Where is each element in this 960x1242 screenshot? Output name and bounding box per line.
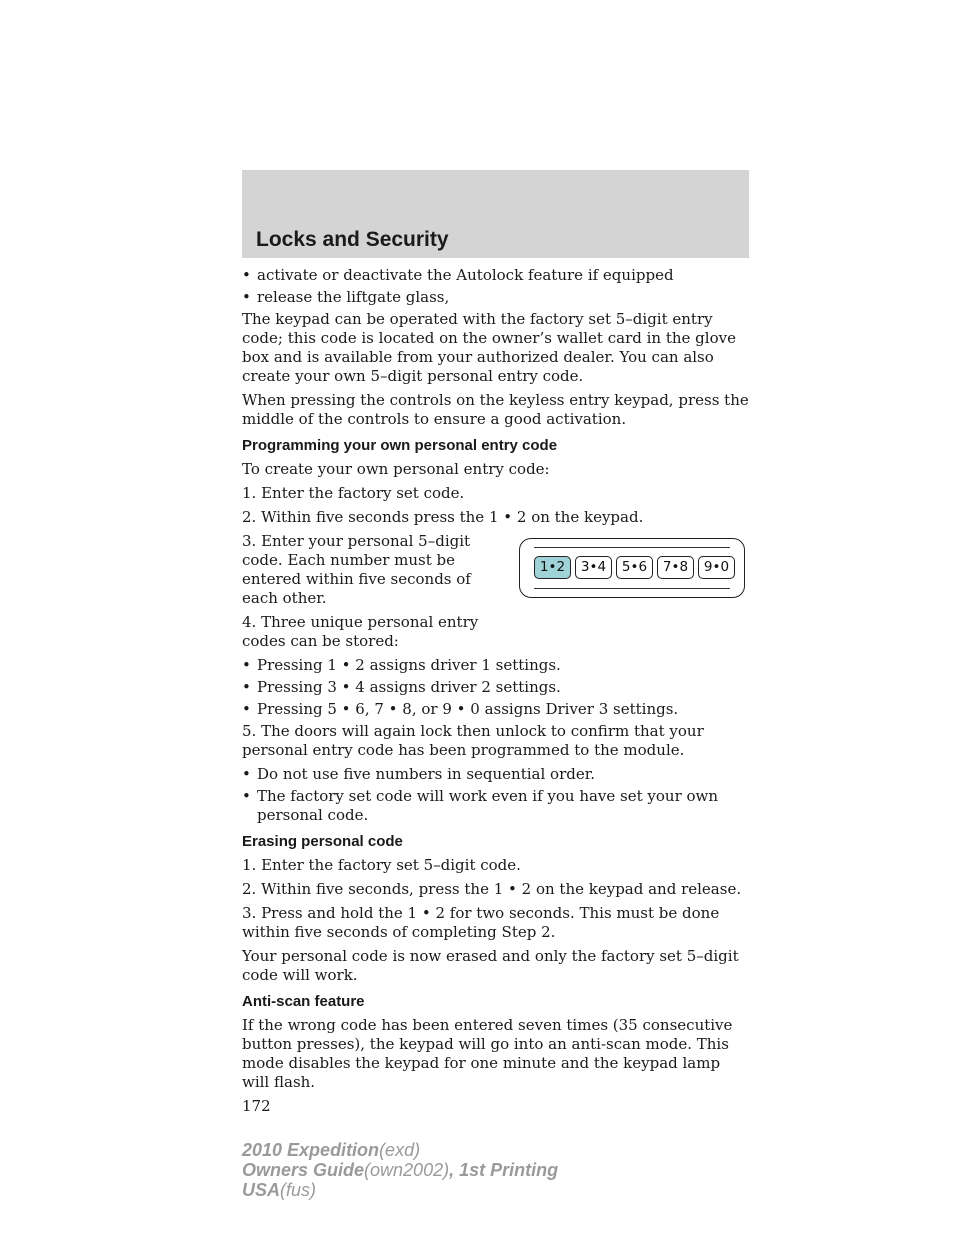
footer-line-2: Owners Guide(own2002), 1st Printing <box>242 1160 559 1180</box>
step: 3. Press and hold the 1 • 2 for two seconds. This must be done within five seconds of completing Step 2. <box>242 904 720 941</box>
bullet-icon: • <box>242 656 251 674</box>
keypad-key-3-4: 3•4 <box>575 556 612 579</box>
bullet-icon: • <box>242 765 251 783</box>
step: 2. Within five seconds press the 1 • 2 on the keypad. <box>242 508 644 526</box>
section-title: Locks and Security <box>256 228 449 251</box>
footer-line-1: 2010 Expedition(exd) <box>242 1140 421 1160</box>
list-item: • Pressing 1 • 2 assigns driver 1 settings. <box>242 656 561 674</box>
paragraph: Your personal code is now erased and only the factory set 5–digit code will work. <box>242 947 739 984</box>
step: 2. Within five seconds, press the 1 • 2 on the keypad and release. <box>242 880 742 898</box>
keypad-key-9-0: 9•0 <box>698 556 735 579</box>
step: 1. Enter the factory set code. <box>242 484 465 502</box>
keypad-key-7-8: 7•8 <box>657 556 694 579</box>
erasing-heading: Erasing personal code <box>242 833 403 850</box>
page-number: 172 <box>242 1097 271 1115</box>
programming-heading: Programming your own personal entry code <box>242 437 558 454</box>
footer-line-3: USA(fus) <box>242 1180 317 1200</box>
keypad-rule-bottom <box>534 588 730 589</box>
list-item: • The factory set code will work even if you have set your own personal code. <box>242 787 719 824</box>
list-item: • Do not use five numbers in sequential order. <box>242 765 596 783</box>
list-item: • activate or deactivate the Autolock feature if equipped <box>242 266 674 284</box>
list-item: • release the liftgate glass, <box>242 288 450 306</box>
paragraph: If the wrong code has been entered seven times (35 consecutive button presses), the keypad will go into an anti-scan mode. This mode disables the keypad for one minute and the keypad lamp will flash. <box>242 1016 733 1091</box>
bullet-icon: • <box>242 787 251 805</box>
keypad-key-1-2: 1•2 <box>534 556 571 579</box>
paragraph: To create your own personal entry code: <box>242 460 550 478</box>
step: 1. Enter the factory set 5–digit code. <box>242 856 521 874</box>
antiscan-heading: Anti-scan feature <box>242 993 365 1010</box>
bullet-icon: • <box>242 288 251 306</box>
keypad-figure <box>519 538 745 598</box>
page-content <box>242 266 752 1116</box>
bullet-icon: • <box>242 678 251 696</box>
keypad-rule-top <box>534 547 730 548</box>
keypad-key-5-6: 5•6 <box>616 556 653 579</box>
step3-with-figure <box>242 532 752 651</box>
step: 4. Three unique personal entry codes can be stored: <box>242 613 479 650</box>
step: 3. Enter your personal 5–digit code. Each number must be entered within five seconds of each other. <box>242 532 471 607</box>
paragraph: When pressing the controls on the keyless entry keypad, press the middle of the controls to ensure a good activation. <box>242 391 749 428</box>
step: 5. The doors will again lock then unlock to confirm that your personal entry code has been programmed to the module. <box>242 722 704 759</box>
bullet-icon: • <box>242 700 251 718</box>
list-item: • Pressing 3 • 4 assigns driver 2 settings. <box>242 678 561 696</box>
keypad-keys <box>534 556 735 579</box>
footer <box>242 1140 558 1200</box>
bullet-icon: • <box>242 266 251 284</box>
paragraph: The keypad can be operated with the factory set 5–digit entry code; this code is located on the owner’s wallet card in the glove box and is available from your authorized dealer. You can also create your own 5–digit personal entry code. <box>242 310 736 385</box>
list-item: • Pressing 5 • 6, 7 • 8, or 9 • 0 assigns Driver 3 settings. <box>242 700 679 718</box>
